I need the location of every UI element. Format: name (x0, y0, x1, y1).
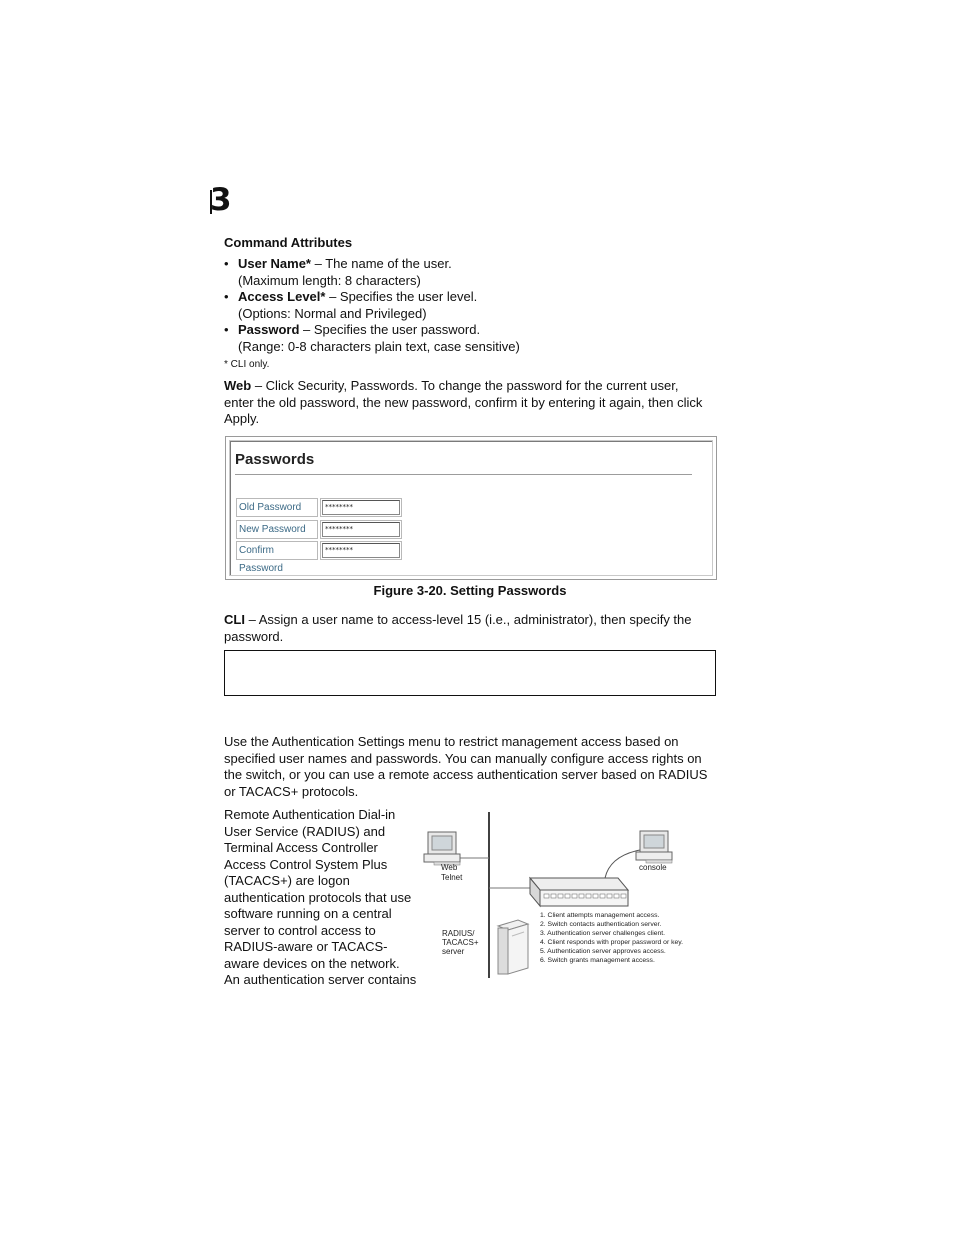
authentication-steps (540, 912, 683, 964)
cli-instructions: CLI – Assign a user name to access-level 15 (i.e., administrator), then specify the password. (224, 612, 692, 644)
step-3: 3. Authentication server challenges client. (540, 930, 666, 937)
telnet-label: Telnet (441, 873, 463, 882)
console-computer-icon (636, 831, 672, 863)
server-label: server (442, 947, 465, 956)
authentication-intro: Use the Authentication Settings menu to restrict management access based on specified user names and passwords. You can manually configure access rights on the switch, or you can use a remote access authentication server based on RADIUS or TACACS+ protocols. (224, 734, 708, 799)
web-instructions: Web – Click Security, Passwords. To change the password for the current user, enter the old password, the new password, confirm it by entering it again, then click Apply. (224, 378, 703, 426)
tacacs-label: TACACS+ (442, 938, 479, 947)
radius-description: Remote Authentication Dial-in User Service (RADIUS) and Terminal Access Controller Access Control System Plus (TACACS+) are logon authentication protocols that use software running on a central server to control access to RADIUS-aware or TACACS- aware devices on the network. An authentication server contains (224, 807, 417, 987)
new-password-input[interactable]: ******** (322, 522, 400, 537)
radius-label: RADIUS/ (442, 929, 475, 938)
attribute-access-level: Access Level* – Specifies the user level. (Options: Normal and Privileged) (238, 289, 478, 321)
attribute-password: Password – Specifies the user password. (Range: 0-8 characters plain text, case sensitive) (238, 322, 520, 354)
step-4: 4. Client responds with proper password or key. (540, 939, 684, 946)
bullet-dot: • (224, 322, 229, 337)
cli-only-note: * CLI only. (224, 359, 270, 370)
authentication-server-icon (498, 920, 528, 974)
network-switch-icon (530, 878, 628, 906)
new-password-cell (320, 520, 402, 539)
title-divider (235, 474, 692, 475)
step-2: 2. Switch contacts authentication server. (540, 921, 662, 928)
figure-caption: Figure 3-20. Setting Passwords (373, 583, 567, 598)
web-client-computer-icon (424, 832, 460, 865)
console-label: console (639, 863, 667, 872)
cli-example-box (224, 650, 716, 696)
authentication-network-diagram (420, 808, 720, 983)
passwords-page-title: Passwords (235, 451, 315, 468)
confirm-password-label: Confirm Password (236, 541, 318, 560)
step-6: 6. Switch grants management access. (540, 957, 655, 964)
bullet-dot: • (224, 289, 229, 304)
attribute-user-name: User Name* – The name of the user. (Maximum length: 8 characters) (238, 256, 452, 288)
confirm-password-input[interactable]: ******** (322, 543, 400, 558)
step-1: 1. Client attempts management access. (540, 912, 660, 919)
new-password-label: New Password (236, 520, 318, 539)
step-5: 5. Authentication server approves access. (540, 948, 666, 955)
console-cable (605, 850, 640, 878)
web-label: Web (441, 863, 458, 872)
chapter-number: 3 (210, 182, 231, 218)
old-password-cell (320, 498, 402, 517)
command-attributes-heading: Command Attributes (224, 235, 353, 250)
confirm-password-cell (320, 541, 402, 560)
old-password-label: Old Password (236, 498, 318, 517)
bullet-dot: • (224, 256, 229, 271)
old-password-input[interactable]: ******** (322, 500, 400, 515)
